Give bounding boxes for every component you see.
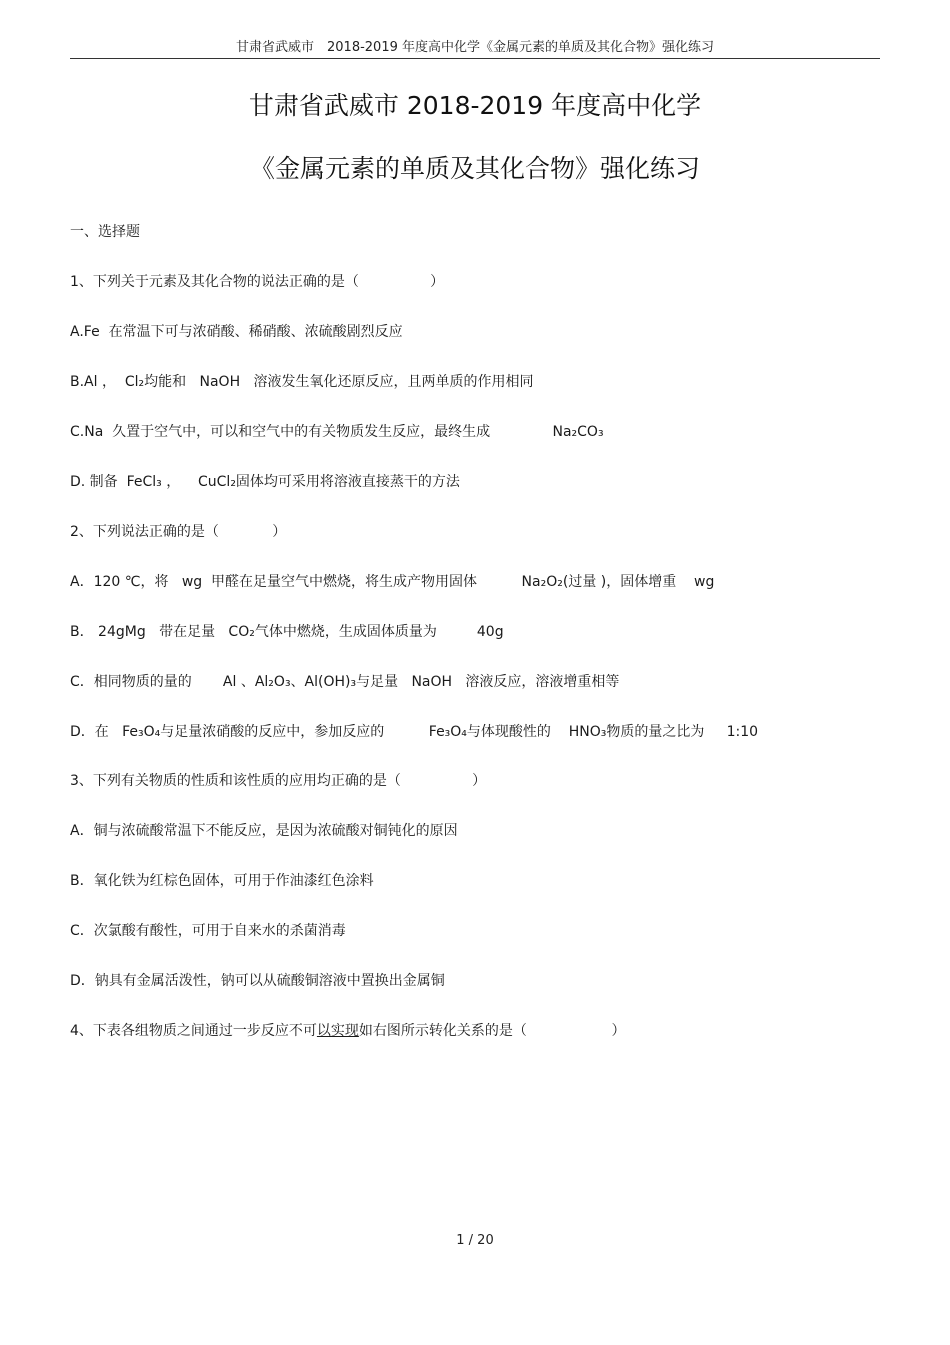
header-divider: [70, 58, 880, 59]
question-2-option-d: D．在 Fe₃O₄与足量浓硝酸的反应中，参加反应的 Fe₃O₄与体现酸性的 HNO₃物质的量之比为 1:10: [70, 724, 759, 740]
question-3-option-d: D．钠具有金属活泼性，钠可以从硫酸铜溶液中置换出金属铜: [70, 973, 445, 989]
question-3-option-a: A．铜与浓硫酸常温下不能反应，是因为浓硫酸对铜钝化的原因: [70, 823, 458, 839]
question-3-option-b: B．氧化铁为红棕色固体，可用于作油漆红色涂料: [70, 873, 374, 889]
question-2-option-c: C．相同物质的量的 Al 、Al₂O₃、Al(OH)₃与足量 NaOH 溶液反应，溶液增重相等: [70, 674, 620, 690]
question-2-option-a: A．120 ℃，将 wg 甲醛在足量空气中燃烧，将生成产物用固体 Na₂O₂(过量 )，固体增重 wg: [70, 574, 715, 590]
question-3-option-c: C．次氯酸有酸性，可用于自来水的杀菌消毒: [70, 923, 346, 939]
question-1-option-b: B.Al ， Cl₂均能和 NaOH 溶液发生氧化还原反应，且两单质的作用相同: [70, 374, 534, 390]
document-title-line-1: 甘肃省武威市 2018-2019 年度高中化学: [248, 91, 702, 120]
question-1-stem: 1、下列关于元素及其化合物的说法正确的是（ ）: [70, 274, 445, 290]
question-4-stem-end: 如右图所示转化关系的是（ ）: [358, 1023, 626, 1039]
question-1-option-d: D. 制备 FeCl₃ ， CuCl₂固体均可采用将溶液直接蒸干的方法: [70, 474, 460, 490]
question-4-stem-start: 4、下表各组物质之间通过一步反应不可: [70, 1023, 317, 1039]
question-1-option-a: A.Fe 在常温下可与浓硝酸、稀硝酸、浓硫酸剧烈反应: [70, 324, 403, 340]
running-header: 甘肃省武威市 2018-2019 年度高中化学《金属元素的单质及其化合物》强化练习: [236, 40, 714, 55]
question-3-stem: 3、下列有关物质的性质和该性质的应用均正确的是（ ）: [70, 773, 487, 789]
section-heading: 一、选择题: [70, 224, 140, 240]
page-number: 1 / 20: [456, 1233, 494, 1248]
question-2-option-b: B． 24gMg 带在足量 CO₂气体中燃烧，生成固体质量为 40g: [70, 624, 504, 640]
question-4-underlined-text: 以实现: [316, 1023, 359, 1039]
question-1-option-c: C.Na 久置于空气中，可以和空气中的有关物质发生反应，最终生成 Na₂CO₃: [70, 424, 604, 440]
document-title-line-2: 《金属元素的单质及其化合物》强化练习: [249, 154, 700, 183]
question-2-stem: 2、下列说法正确的是（ ）: [70, 524, 287, 540]
question-4-stem: [70, 1021, 870, 1041]
